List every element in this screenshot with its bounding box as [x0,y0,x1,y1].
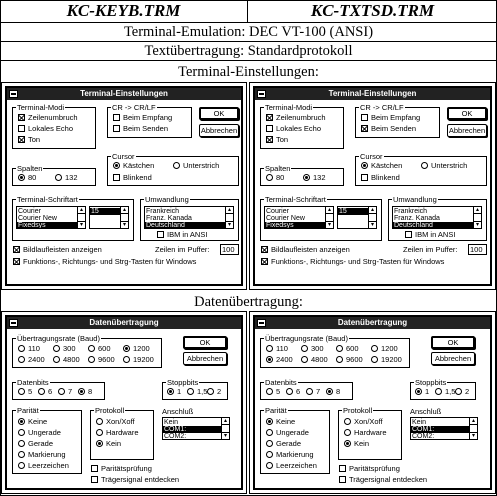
port-list-scrollbar[interactable] [469,418,477,439]
baud-1200-label: 1200 [381,344,398,353]
ok-button[interactable]: OK [183,336,227,349]
scroll-down-arrow-icon[interactable]: ▾ [471,433,475,439]
scroll-down-arrow-icon[interactable]: ▾ [122,222,126,228]
columns-132-radio[interactable] [303,174,310,181]
databits-7-radio[interactable] [306,388,313,395]
port-list-scrollbar[interactable] [221,418,229,439]
parity-3-label: Markierung [28,450,66,459]
stopbits-0-radio[interactable] [167,388,174,395]
scroll-up-arrow-icon[interactable]: ▴ [223,418,227,424]
databits-7-label: 7 [316,387,321,396]
translation-list-item[interactable]: Franz. Kanada [146,215,192,222]
cursor-blink-checkbox[interactable] [361,174,368,181]
scroll-up-arrow-icon[interactable]: ▴ [122,207,126,213]
parity-2-radio[interactable] [18,440,25,447]
cursor-block-label: Kästchen [371,161,403,170]
local-echo-checkbox[interactable] [18,125,25,132]
parity-check-label: Paritätsprüfung [349,464,400,473]
show-scrollbars-checkbox[interactable] [261,246,268,253]
stopbits-2-label: 2 [217,387,222,396]
databits-5-radio[interactable] [266,388,273,395]
cursor-block-radio[interactable] [113,162,120,169]
baud-19200-label: 19200 [381,355,402,364]
translation-list-scrollbar[interactable] [225,207,233,228]
baud-1200-radio[interactable] [123,345,130,352]
translation-list-item[interactable]: Franz. Kanada [394,215,440,222]
ibm-to-ansi-label: IBM in ANSI [415,230,456,239]
cursor-blink-label: Blinkend [371,173,400,182]
databits-6-label: 6 [296,387,301,396]
parity-check-label: Paritätsprüfung [101,464,152,473]
databits-6-label: 6 [48,387,53,396]
data-bits-group-label: Datenbits [265,378,297,387]
stopbits-2-label: 2 [465,387,470,396]
terminal-settings-right [249,82,496,290]
parity-2-label: Gerade [28,439,54,448]
baud-rate-group-label: Übertragungsrate (Baud) [17,334,100,343]
baud-9600-radio[interactable] [88,356,95,363]
cursor-block-label: Kästchen [123,161,155,170]
baud-2400-radio[interactable] [18,356,25,363]
data-transfer-right [249,311,496,494]
protocol-1-radio[interactable] [344,429,351,436]
windows-keys-checkbox[interactable] [261,258,268,265]
baud-110-radio[interactable] [18,345,25,352]
cursor-underline-label: Unterstrich [431,161,468,170]
baud-300-radio[interactable] [301,345,308,352]
terminal-settings-caption: Terminal-Einstellungen: [178,64,319,80]
scroll-up-arrow-icon[interactable]: ▴ [370,207,374,213]
protocol-group-label: Protokoll [343,406,373,415]
ok-button[interactable]: OK [199,107,239,120]
parity-group-label: Parität [17,406,39,415]
baud-600-label: 600 [98,344,111,353]
protocol-0-label: Xon/Xoff [354,417,383,426]
cancel-button[interactable]: Abbrechen [431,352,475,365]
font-size-list[interactable] [89,206,129,229]
protocol-1-radio[interactable] [96,429,103,436]
protocol-group-label: Protokoll [95,406,125,415]
translation-list-item[interactable]: Deutschland [393,222,473,229]
protocol-1-label: Hardware [106,428,139,437]
data-bits-group-label: Datenbits [17,378,49,387]
baud-1200-label: 1200 [133,344,150,353]
cursor-group-label: Cursor [360,152,383,161]
parity-4-radio[interactable] [18,462,25,469]
scroll-down-arrow-icon[interactable]: ▾ [223,433,227,439]
ok-button[interactable]: OK [447,107,487,120]
cancel-button[interactable]: Abbrechen [448,126,486,135]
baud-300-label: 300 [63,344,76,353]
scroll-up-arrow-icon[interactable]: ▴ [327,207,331,213]
show-scrollbars-checkbox[interactable] [13,246,20,253]
protocol-0-label: Xon/Xoff [106,417,135,426]
columns-group-label: Spalten [265,164,291,173]
buffer-lines-input[interactable]: 100 [220,244,239,255]
cr-crlf-group [107,103,192,138]
windows-keys-checkbox[interactable] [13,258,20,265]
line-wrap-checkbox[interactable] [18,114,25,121]
line-wrap-label: Zeilenumbruch [28,113,78,122]
parity-0-label: Keine [28,417,48,426]
font-list-item[interactable]: Fixedsys [265,222,325,229]
terminal-settings-dialog [253,86,492,286]
scroll-up-arrow-icon[interactable]: ▴ [471,418,475,424]
baud-600-radio[interactable] [88,345,95,352]
baud-4800-label: 4800 [63,355,80,364]
cursor-blink-label: Blinkend [123,173,152,182]
parity-0-radio[interactable] [266,418,273,425]
cursor-underline-radio[interactable] [173,162,180,169]
translation-list[interactable] [392,206,482,229]
columns-80-radio[interactable] [18,174,25,181]
font-size-list[interactable] [337,206,377,229]
windows-keys-label: Funktions-, Richtungs- und Strg-Tasten für Windows [23,257,197,266]
font-list-item[interactable]: Courier [266,208,289,215]
stopbits-1-radio[interactable] [187,388,194,395]
terminal-modes-group-label: Terminal-Modi [17,103,65,112]
font-group-label: Terminal-Schriftart [265,195,326,204]
crlf-receive-label: Beim Empfang [123,113,173,122]
parity-group-label: Parität [265,406,287,415]
translation-group-label: Umwandlung [393,195,437,204]
font-list[interactable] [264,206,334,229]
stopbits-0-radio[interactable] [415,388,422,395]
parity-1-label: Ungerade [276,428,309,437]
crlf-send-checkbox[interactable] [113,125,120,132]
parity-1-radio[interactable] [18,429,25,436]
port-list-item[interactable]: COM1: [411,426,469,433]
parity-4-radio[interactable] [266,462,273,469]
scroll-down-arrow-icon[interactable]: ▾ [79,222,83,228]
buffer-lines-label: Zeilen im Puffer: [403,245,458,254]
sound-label: Ton [276,135,289,144]
cursor-underline-label: Unterstrich [183,161,220,170]
ibm-to-ansi-label: IBM in ANSI [167,230,208,239]
cursor-block-radio[interactable] [361,162,368,169]
cancel-button[interactable]: Abbrechen [183,352,227,365]
carrier-detect-checkbox[interactable] [339,476,346,483]
port-list[interactable] [410,417,478,440]
port-list-item[interactable]: COM1: [163,426,221,433]
port-list[interactable] [162,417,230,440]
show-scrollbars-label: Bildlaufleisten anzeigen [23,245,102,254]
data-transfer-dialog [5,315,243,490]
stopbits-0-label: 1 [425,387,430,396]
crlf-send-label: Beim Senden [123,124,169,133]
port-list-item[interactable]: COM2: [164,433,187,440]
scroll-down-arrow-icon[interactable]: ▾ [327,222,331,228]
font-list-scrollbar[interactable] [77,207,85,228]
system-menu-icon[interactable] [257,90,266,98]
columns-132-label: 132 [313,173,326,182]
carrier-detect-label: Trägersignal entdecken [101,475,180,484]
databits-8-radio[interactable] [78,388,85,395]
parity-2-radio[interactable] [266,440,273,447]
baud-110-radio[interactable] [266,345,273,352]
local-echo-label: Lokales Echo [276,124,322,133]
baud-2400-radio[interactable] [266,356,273,363]
stopbits-1-radio[interactable] [435,388,442,395]
databits-8-label: 8 [88,387,93,396]
cr-crlf-group-label: CR -> CR/LF [112,103,156,112]
parity-check-checkbox[interactable] [339,465,346,472]
sound-label: Ton [28,135,41,144]
protocol-2-radio[interactable] [96,440,103,447]
font-size-scrollbar[interactable] [120,207,128,228]
font-size-scrollbar[interactable] [368,207,376,228]
databits-7-radio[interactable] [58,388,65,395]
databits-7-label: 7 [68,387,73,396]
scroll-up-arrow-icon[interactable]: ▴ [475,207,479,213]
carrier-detect-checkbox[interactable] [91,476,98,483]
protocol-2-label: Kein [354,439,370,448]
ibm-to-ansi-checkbox[interactable] [157,231,164,238]
translation-list-item[interactable]: Deutschland [145,222,225,229]
baud-19200-label: 19200 [133,355,154,364]
parity-3-radio[interactable] [18,451,25,458]
baud-2400-label: 2400 [276,355,293,364]
system-menu-icon[interactable] [9,90,18,98]
dialog-title: Datenübertragung [7,317,241,329]
baud-9600-label: 9600 [98,355,115,364]
crlf-receive-checkbox[interactable] [113,114,120,121]
transfer-caption: Textübertragung: Standardprotokoll [0,42,497,61]
scroll-up-arrow-icon[interactable]: ▴ [227,207,231,213]
translation-list[interactable] [144,206,234,229]
columns-132-radio[interactable] [55,174,62,181]
columns-group-label: Spalten [17,164,43,173]
font-list-item[interactable]: Fixedsys [17,222,77,229]
system-menu-icon[interactable] [257,319,266,327]
data-transfer-left [1,311,247,494]
baud-4800-label: 4800 [311,355,328,364]
font-list[interactable] [16,206,86,229]
stopbits-2-radio[interactable] [207,388,214,395]
databits-5-radio[interactable] [18,388,25,395]
baud-110-label: 110 [28,344,40,353]
sound-checkbox[interactable] [18,136,25,143]
cursor-blink-checkbox[interactable] [113,174,120,181]
scroll-down-arrow-icon[interactable]: ▾ [227,222,231,228]
protocol-2-radio[interactable] [344,440,351,447]
windows-keys-label: Funktions-, Richtungs- und Strg-Tasten für Windows [271,257,445,266]
databits-5-label: 5 [276,387,281,396]
font-list-item[interactable]: Courier New [18,215,57,222]
show-scrollbars-label: Bildlaufleisten anzeigen [271,245,350,254]
baud-4800-radio[interactable] [301,356,308,363]
stopbits-1-label: 1,5 [445,387,456,396]
baud-300-radio[interactable] [53,345,60,352]
parity-2-label: Gerade [276,439,302,448]
stopbits-0-label: 1 [177,387,182,396]
system-menu-icon[interactable] [9,319,18,327]
cancel-button[interactable]: Abbrechen [200,126,238,135]
columns-80-label: 80 [276,173,285,182]
baud-9600-label: 9600 [346,355,363,364]
ok-button[interactable]: OK [431,336,475,349]
cursor-underline-radio[interactable] [421,162,428,169]
dialog-title: Terminal-Einstellungen [255,88,490,100]
protocol-2-label: Kein [106,439,122,448]
baud-110-label: 110 [276,344,288,353]
line-wrap-label: Zeilenumbruch [276,113,326,122]
stopbits-2-radio[interactable] [455,388,462,395]
translation-list-item[interactable]: Frankreich [394,208,428,215]
translation-list-scrollbar[interactable] [473,207,481,228]
font-list-item[interactable]: Courier New [266,215,305,222]
baud-2400-label: 2400 [28,355,45,364]
parity-4-label: Leerzeichen [28,461,69,470]
cr-crlf-group [355,103,440,138]
font-list-item[interactable]: Courier [18,208,41,215]
baud-19200-radio[interactable] [371,356,378,363]
cursor-group-label: Cursor [112,152,135,161]
crlf-receive-label: Beim Empfang [371,113,421,122]
stop-bits-group-label: Stoppbits [167,378,199,387]
parity-4-label: Leerzeichen [276,461,317,470]
columns-80-radio[interactable] [266,174,273,181]
data-transfer-dialog [253,315,492,490]
dialog-title: Datenübertragung [255,317,490,329]
local-echo-checkbox[interactable] [266,125,273,132]
columns-132-label: 132 [65,173,78,182]
sound-checkbox[interactable] [266,136,273,143]
baud-600-label: 600 [346,344,359,353]
local-echo-label: Lokales Echo [28,124,74,133]
scroll-up-arrow-icon[interactable]: ▴ [79,207,83,213]
databits-8-label: 8 [336,387,341,396]
buffer-lines-input[interactable]: 100 [468,244,487,255]
stopbits-1-label: 1,5 [197,387,208,396]
terminal-modes-group-label: Terminal-Modi [265,103,313,112]
columns-80-label: 80 [28,173,37,182]
buffer-lines-label: Zeilen im Puffer: [155,245,210,254]
databits-8-radio[interactable] [326,388,333,395]
port-label: Anschluß [162,407,194,416]
terminal-settings-left [1,82,247,290]
parity-0-label: Keine [276,417,296,426]
protocol-0-radio[interactable] [344,418,351,425]
scroll-down-arrow-icon[interactable]: ▾ [370,222,374,228]
baud-1200-radio[interactable] [371,345,378,352]
port-list-item[interactable]: COM2: [412,433,435,440]
crlf-send-checkbox[interactable] [361,125,368,132]
port-list-item[interactable]: Kein [412,419,427,426]
font-list-scrollbar[interactable] [325,207,333,228]
parity-check-checkbox[interactable] [91,465,98,472]
translation-group-label: Umwandlung [145,195,189,204]
font-group-label: Terminal-Schriftart [17,195,78,204]
baud-600-radio[interactable] [336,345,343,352]
font-size-item[interactable]: 15 [90,208,120,215]
baud-rate-group-label: Übertragungsrate (Baud) [265,334,348,343]
baud-4800-radio[interactable] [53,356,60,363]
databits-6-radio[interactable] [38,388,45,395]
protocol-0-radio[interactable] [96,418,103,425]
emulation-caption: Terminal-Emulation: DEC VT-100 (ANSI) [0,23,497,42]
baud-300-label: 300 [311,344,324,353]
port-label: Anschluß [410,407,442,416]
left-file-name: KC-KEYB.TRM [0,0,248,23]
baud-9600-radio[interactable] [336,356,343,363]
parity-3-label: Markierung [276,450,314,459]
crlf-send-label: Beim Senden [371,124,417,133]
carrier-detect-label: Trägersignal entdecken [349,475,428,484]
font-size-item[interactable]: 15 [338,208,368,215]
parity-1-label: Ungerade [28,428,61,437]
databits-6-radio[interactable] [286,388,293,395]
crlf-receive-checkbox[interactable] [361,114,368,121]
right-file-name: KC-TXTSD.TRM [248,0,497,23]
line-wrap-checkbox[interactable] [266,114,273,121]
data-transfer-caption: Datenübertragung: [194,294,303,310]
protocol-1-label: Hardware [354,428,387,437]
databits-5-label: 5 [28,387,33,396]
ibm-to-ansi-checkbox[interactable] [405,231,412,238]
parity-3-radio[interactable] [266,451,273,458]
port-list-item[interactable]: Kein [164,419,179,426]
stop-bits-group-label: Stoppbits [415,378,447,387]
scroll-down-arrow-icon[interactable]: ▾ [475,222,479,228]
translation-list-item[interactable]: Frankreich [146,208,180,215]
terminal-settings-dialog [5,86,243,286]
parity-0-radio[interactable] [18,418,25,425]
cr-crlf-group-label: CR -> CR/LF [360,103,404,112]
parity-1-radio[interactable] [266,429,273,436]
dialog-title: Terminal-Einstellungen [7,88,241,100]
baud-19200-radio[interactable] [123,356,130,363]
